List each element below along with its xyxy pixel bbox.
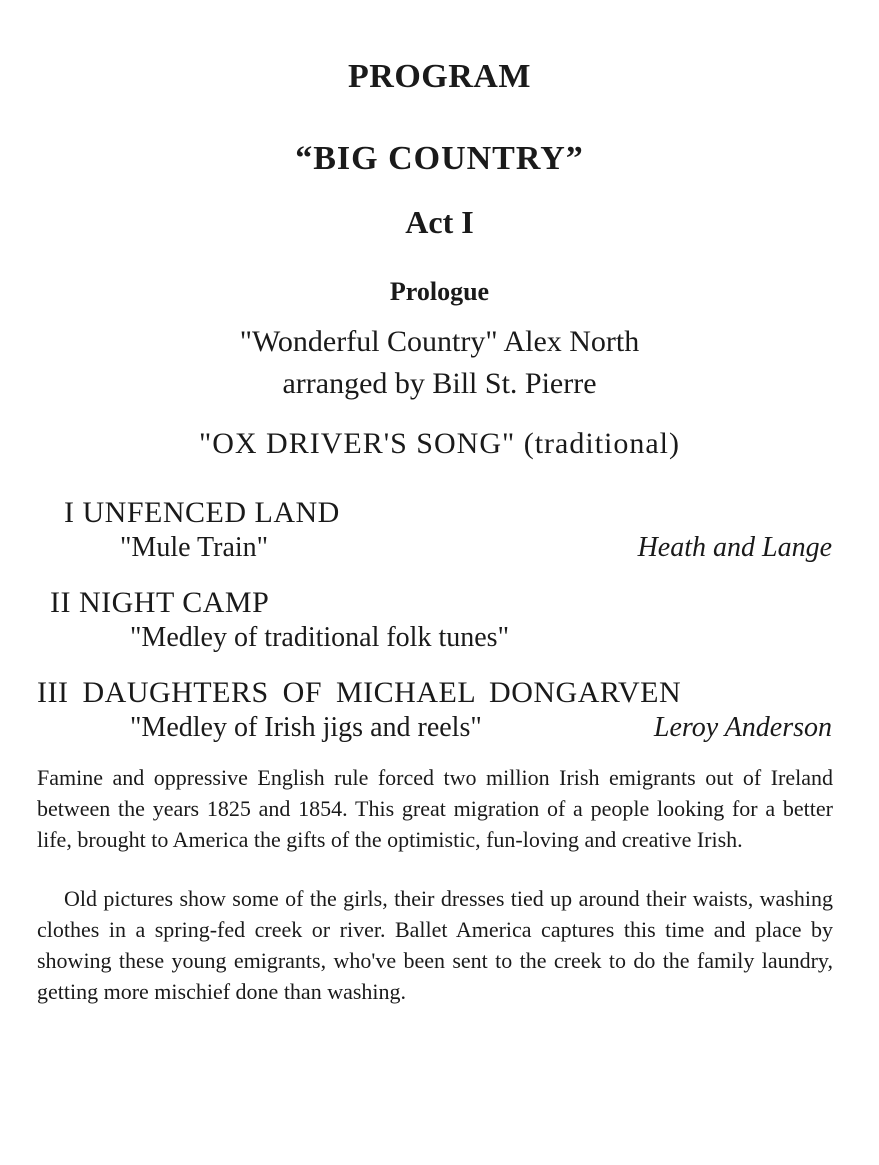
prologue-piece: "Wonderful Country" Alex North <box>239 325 640 358</box>
section-numeral: I <box>64 496 75 529</box>
section-numeral: II <box>50 586 71 619</box>
program-heading: PROGRAM <box>348 58 531 95</box>
section-1-composer: Heath and Lange <box>637 532 832 563</box>
section-2-title <box>50 586 269 620</box>
prologue-arranger: arranged by Bill St. Pierre <box>282 367 597 400</box>
section-title: NIGHT CAMP <box>78 586 270 619</box>
show-title: “BIG COUNTRY” <box>295 140 584 177</box>
prologue-heading: Prologue <box>389 277 490 306</box>
section-1-piece: "Mule Train" <box>120 532 269 563</box>
ox-drivers-song: "OX DRIVER'S SONG" (traditional) <box>198 427 681 460</box>
section-2-piece: "Medley of traditional folk tunes" <box>130 622 509 653</box>
description-paragraph-2: Old pictures show some of the girls, their dresses tied up around their waists, washing clothes in a spring-fed creek or river. Ballet America captures this time and place by showing these young emigrants, who've been sent to the creek to do the family laundry, getting more mischief done than washing. <box>37 886 833 1004</box>
section-3-composer: Leroy Anderson <box>653 712 832 743</box>
description-paragraph-1: Famine and oppressive English rule forced two million Irish emigrants out of Ireland between the years 1825 and 1854. This great migration of a people looking for a better life, brought to America the gifts of the optimistic, fun-loving and creative Irish. <box>37 765 833 852</box>
section-3-title <box>37 676 681 710</box>
section-title: UNFENCED LAND <box>82 496 340 529</box>
section-title: DAUGHTERS OF MICHAEL DONGARVEN <box>82 676 682 709</box>
act-heading: Act I <box>405 204 474 240</box>
section-numeral: III <box>37 676 69 709</box>
section-3-piece: "Medley of Irish jigs and reels" <box>130 712 482 743</box>
section-1-title <box>64 496 340 530</box>
